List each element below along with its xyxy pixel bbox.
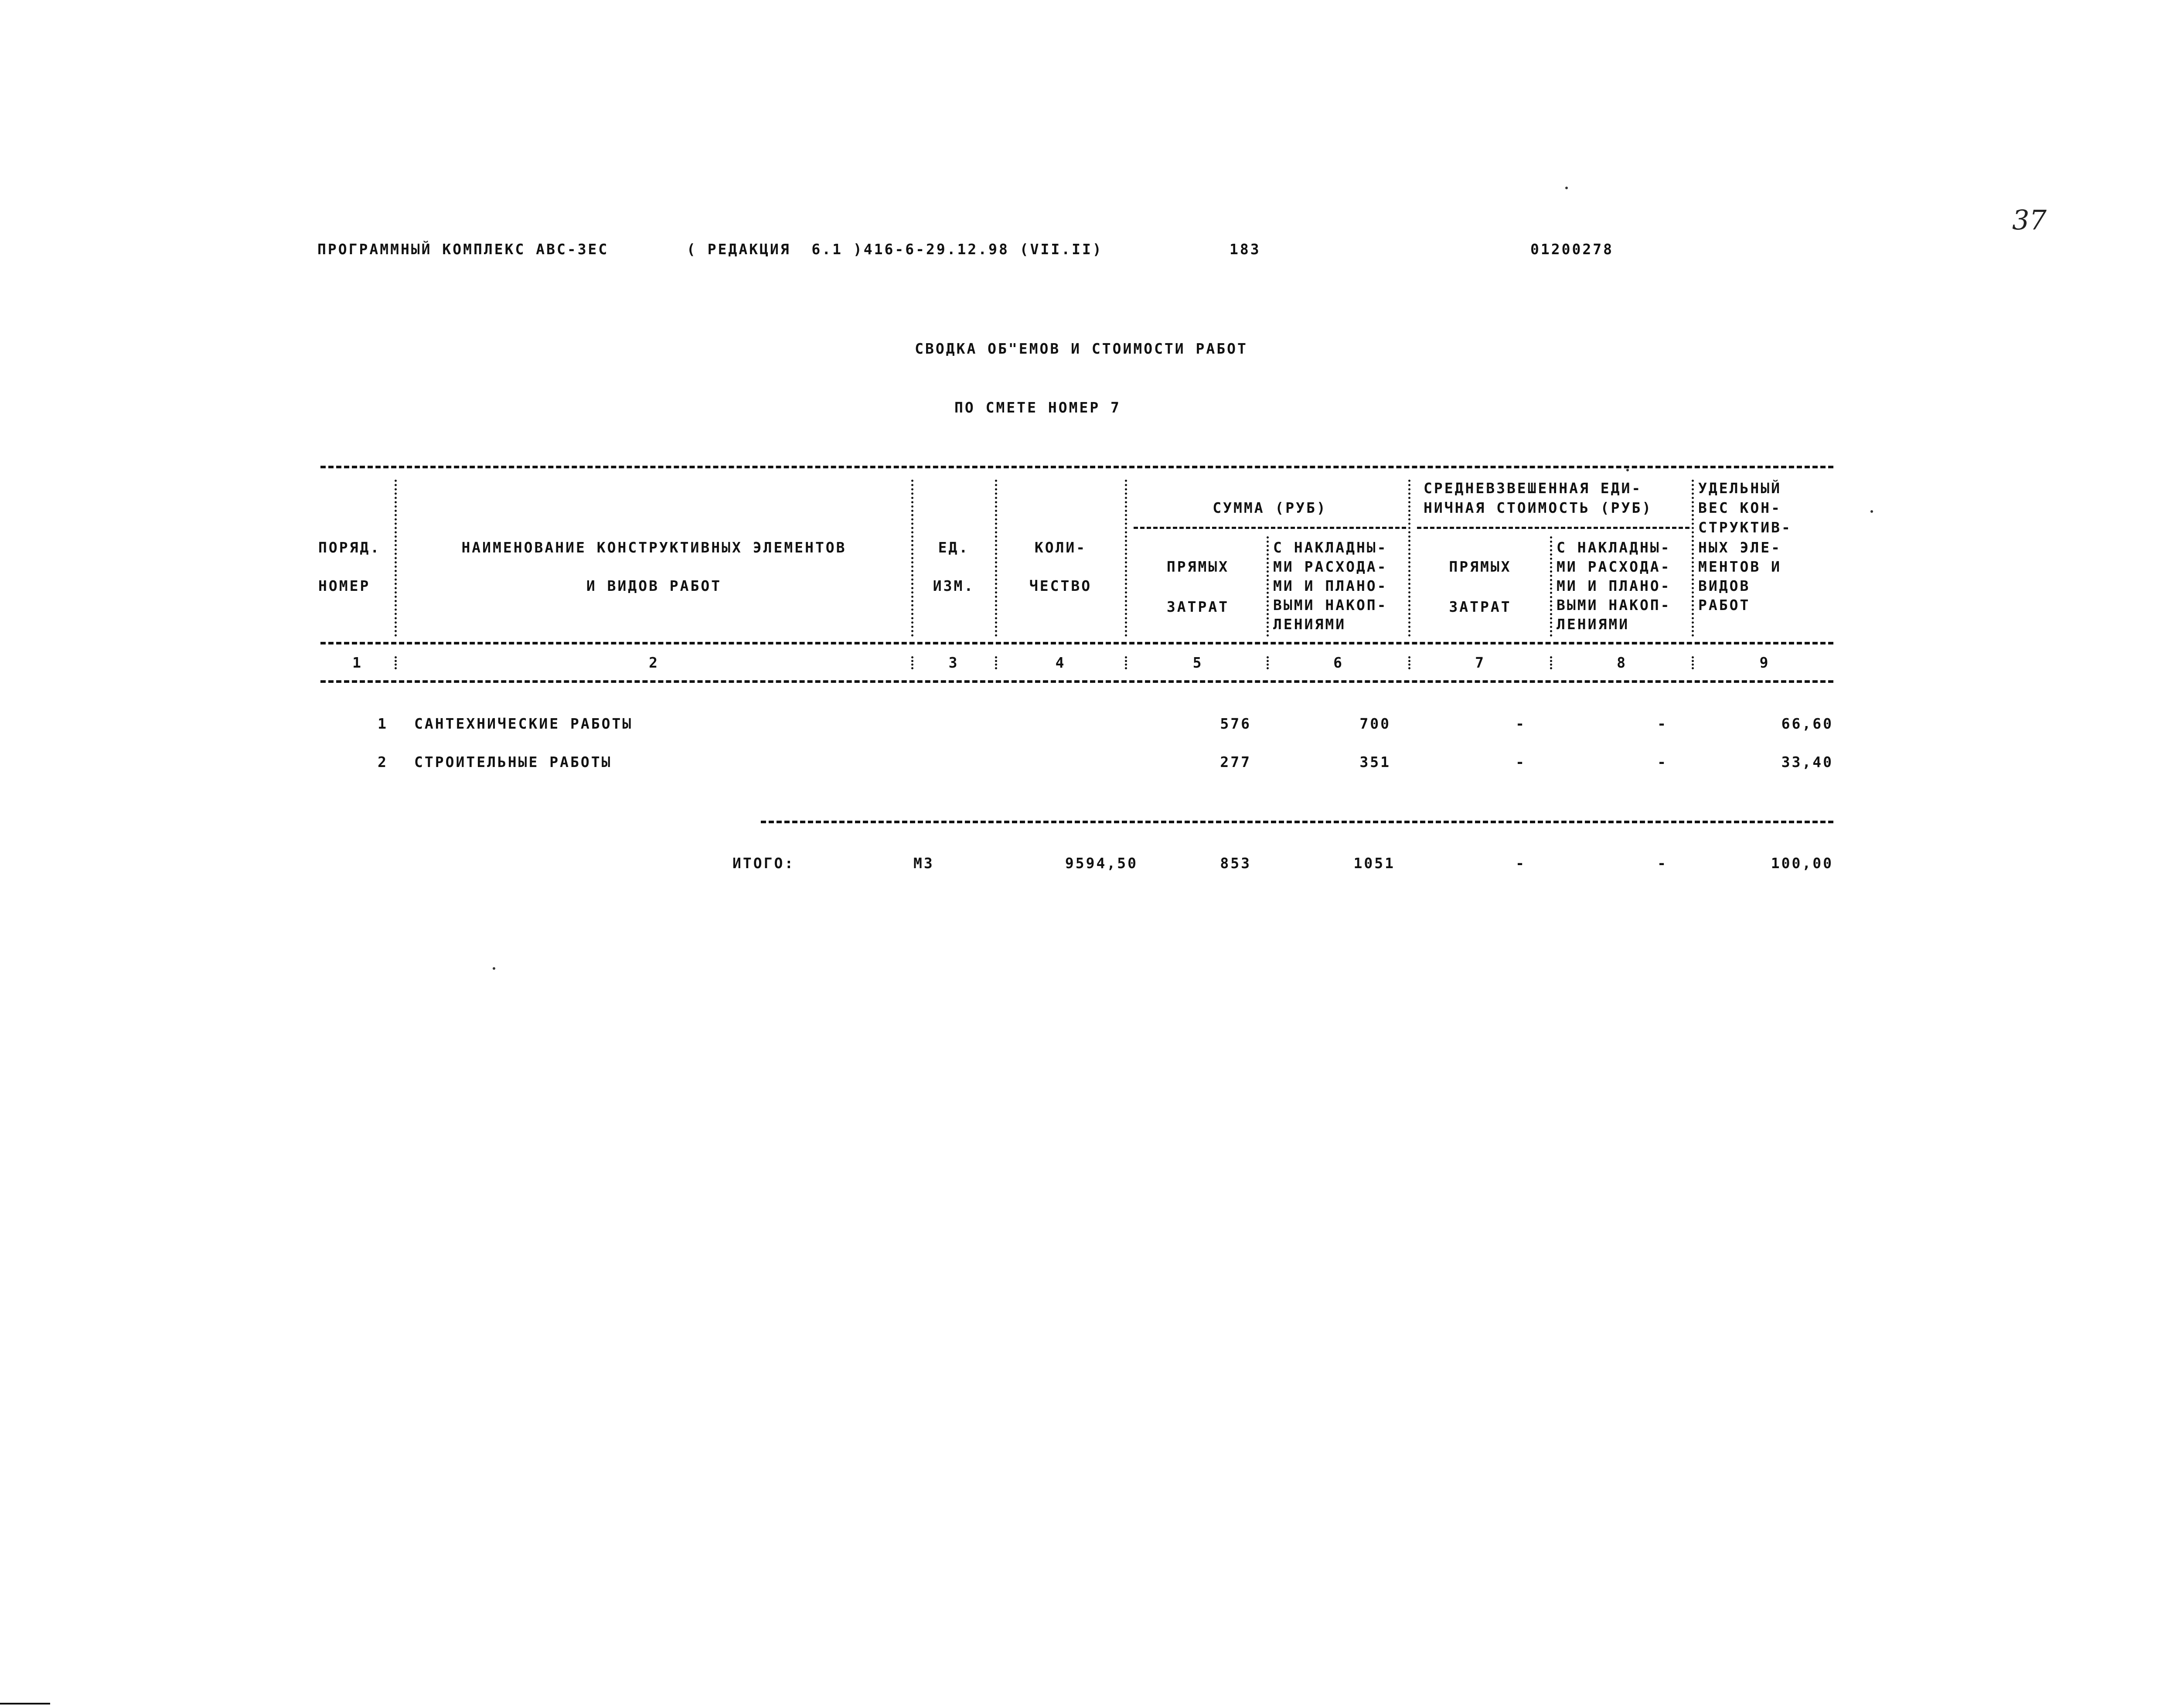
col8-header-line4: ВЫМИ НАКОП-	[1557, 597, 1671, 614]
row-name: САНТЕХНИЧЕСКИЕ РАБОТЫ	[414, 715, 633, 732]
col4-header-line1: КОЛИ-	[1034, 539, 1087, 556]
col1-header-line2: НОМЕР	[318, 577, 371, 594]
row-avg-direct: -	[1516, 715, 1526, 732]
total-rule	[761, 821, 1833, 823]
row-overhead: 700	[1359, 715, 1391, 732]
header-separator	[1550, 536, 1552, 637]
col9-header-line6: ВИДОВ	[1698, 577, 1751, 594]
header-separator	[1408, 480, 1410, 637]
document-title: СВОДКА ОБ"ЕМОВ И СТОИМОСТИ РАБОТ	[915, 340, 1248, 357]
total-label: ИТОГО:	[732, 855, 795, 872]
header-bottom-rule	[320, 642, 1833, 644]
col9-header-line7: РАБОТ	[1698, 597, 1751, 614]
col6-header-line4: ВЫМИ НАКОП-	[1273, 597, 1388, 614]
sheet-number: 183	[1230, 241, 1261, 258]
column-number: 6	[1333, 654, 1344, 671]
column-number: 1	[352, 654, 363, 671]
column-number: 7	[1475, 654, 1485, 671]
col6-header-line3: МИ И ПЛАНО-	[1273, 577, 1388, 594]
row-avg-direct: -	[1516, 753, 1526, 770]
header-separator	[395, 480, 397, 637]
colnum-separator	[395, 656, 397, 669]
total-overhead: 1051	[1353, 855, 1395, 872]
header-separator	[995, 480, 997, 637]
col5-header-line2: ЗАТРАТ	[1166, 598, 1230, 615]
scan-speck	[1565, 187, 1568, 189]
colnum-separator	[995, 656, 997, 669]
document-subtitle: ПО СМЕТЕ НОМЕР 7	[954, 399, 1121, 416]
col2-header-line2: И ВИДОВ РАБОТ	[586, 577, 722, 594]
column-number: 8	[1617, 654, 1627, 671]
header-separator	[1125, 480, 1127, 637]
col7-header-line2: ЗАТРАТ	[1449, 598, 1512, 615]
col8-header-line1: С НАКЛАДНЫ-	[1557, 539, 1671, 556]
column-number: 2	[649, 654, 659, 671]
total-quantity: 9594,50	[1065, 855, 1138, 872]
row-avg-overhead: -	[1657, 753, 1668, 770]
program-name: ПРОГРАММНЫЙ КОМПЛЕКС АВС-3ЕС	[317, 241, 609, 258]
col5-header-line1: ПРЯМЫХ	[1166, 558, 1230, 575]
total-avg-direct: -	[1516, 855, 1526, 872]
row-number: 1	[378, 715, 388, 732]
scan-speck	[1626, 469, 1629, 471]
colnum-separator	[911, 656, 913, 669]
colnum-separator	[1125, 656, 1127, 669]
col9-header-line2: ВЕС КОН-	[1698, 499, 1781, 516]
document-code: 01200278	[1530, 241, 1614, 258]
row-name: СТРОИТЕЛЬНЫЕ РАБОТЫ	[414, 753, 612, 770]
colnum-separator	[1267, 656, 1269, 669]
row-avg-overhead: -	[1657, 715, 1668, 732]
col6-header-line2: МИ РАСХОДА-	[1273, 558, 1388, 575]
total-share: 100,00	[1771, 855, 1833, 872]
row-share: 33,40	[1781, 753, 1833, 770]
col9-header-line5: МЕНТОВ И	[1698, 558, 1781, 575]
col1-header-line1: ПОРЯД.	[318, 539, 381, 556]
header-separator	[1267, 536, 1269, 637]
row-direct: 576	[1220, 715, 1251, 732]
row-direct: 277	[1220, 753, 1251, 770]
colnum-separator	[1408, 656, 1410, 669]
col3-header-line2: ИЗМ.	[933, 577, 975, 594]
col9-header-line4: НЫХ ЭЛЕ-	[1698, 539, 1781, 556]
total-avg-overhead: -	[1657, 855, 1668, 872]
colnum-separator	[1692, 656, 1694, 669]
col2-header-line1: НАИМЕНОВАНИЕ КОНСТРУКТИВНЫХ ЭЛЕМЕНТОВ	[461, 539, 847, 556]
column-number: 3	[948, 654, 959, 671]
sum-group-header: СУММА (РУБ)	[1213, 499, 1327, 516]
row-overhead: 351	[1359, 753, 1391, 770]
col9-header-line1: УДЕЛЬНЫЙ	[1698, 480, 1781, 497]
colnum-separator	[1550, 656, 1552, 669]
sum-group-rule	[1134, 527, 1406, 529]
header-separator	[911, 480, 913, 637]
avg-group-rule	[1417, 527, 1690, 529]
page-number: 37	[2012, 204, 2047, 236]
total-unit: М3	[913, 855, 934, 872]
row-share: 66,60	[1781, 715, 1833, 732]
scan-speck	[493, 967, 495, 970]
avg-group-header-line2: НИЧНАЯ СТОИМОСТЬ (РУБ)	[1424, 499, 1653, 516]
row-number: 2	[378, 753, 388, 770]
column-number: 9	[1759, 654, 1770, 671]
col3-header-line1: ЕД.	[938, 539, 970, 556]
column-number: 5	[1192, 654, 1203, 671]
col8-header-line5: ЛЕНИЯМИ	[1557, 616, 1630, 633]
table-top-rule	[320, 466, 1833, 468]
col6-header-line5: ЛЕНИЯМИ	[1273, 616, 1346, 633]
col7-header-line1: ПРЯМЫХ	[1449, 558, 1512, 575]
col6-header-line1: С НАКЛАДНЫ-	[1273, 539, 1388, 556]
column-number: 4	[1055, 654, 1066, 671]
colnum-bottom-rule	[320, 680, 1833, 683]
col9-header-line3: СТРУКТИВ-	[1698, 519, 1792, 536]
edition-info: ( РЕДАКЦИЯ 6.1 )416-6-29.12.98 (VII.II)	[687, 241, 1103, 258]
avg-group-header-line1: СРЕДНЕВЗВЕШЕННАЯ ЕДИ-	[1424, 480, 1642, 497]
total-direct: 853	[1220, 855, 1251, 872]
col8-header-line2: МИ РАСХОДА-	[1557, 558, 1671, 575]
col4-header-line2: ЧЕСТВО	[1029, 577, 1092, 594]
scan-speck	[1870, 510, 1873, 513]
header-separator	[1692, 480, 1694, 637]
col8-header-line3: МИ И ПЛАНО-	[1557, 577, 1671, 594]
scan-margin-mark	[0, 1703, 50, 1705]
